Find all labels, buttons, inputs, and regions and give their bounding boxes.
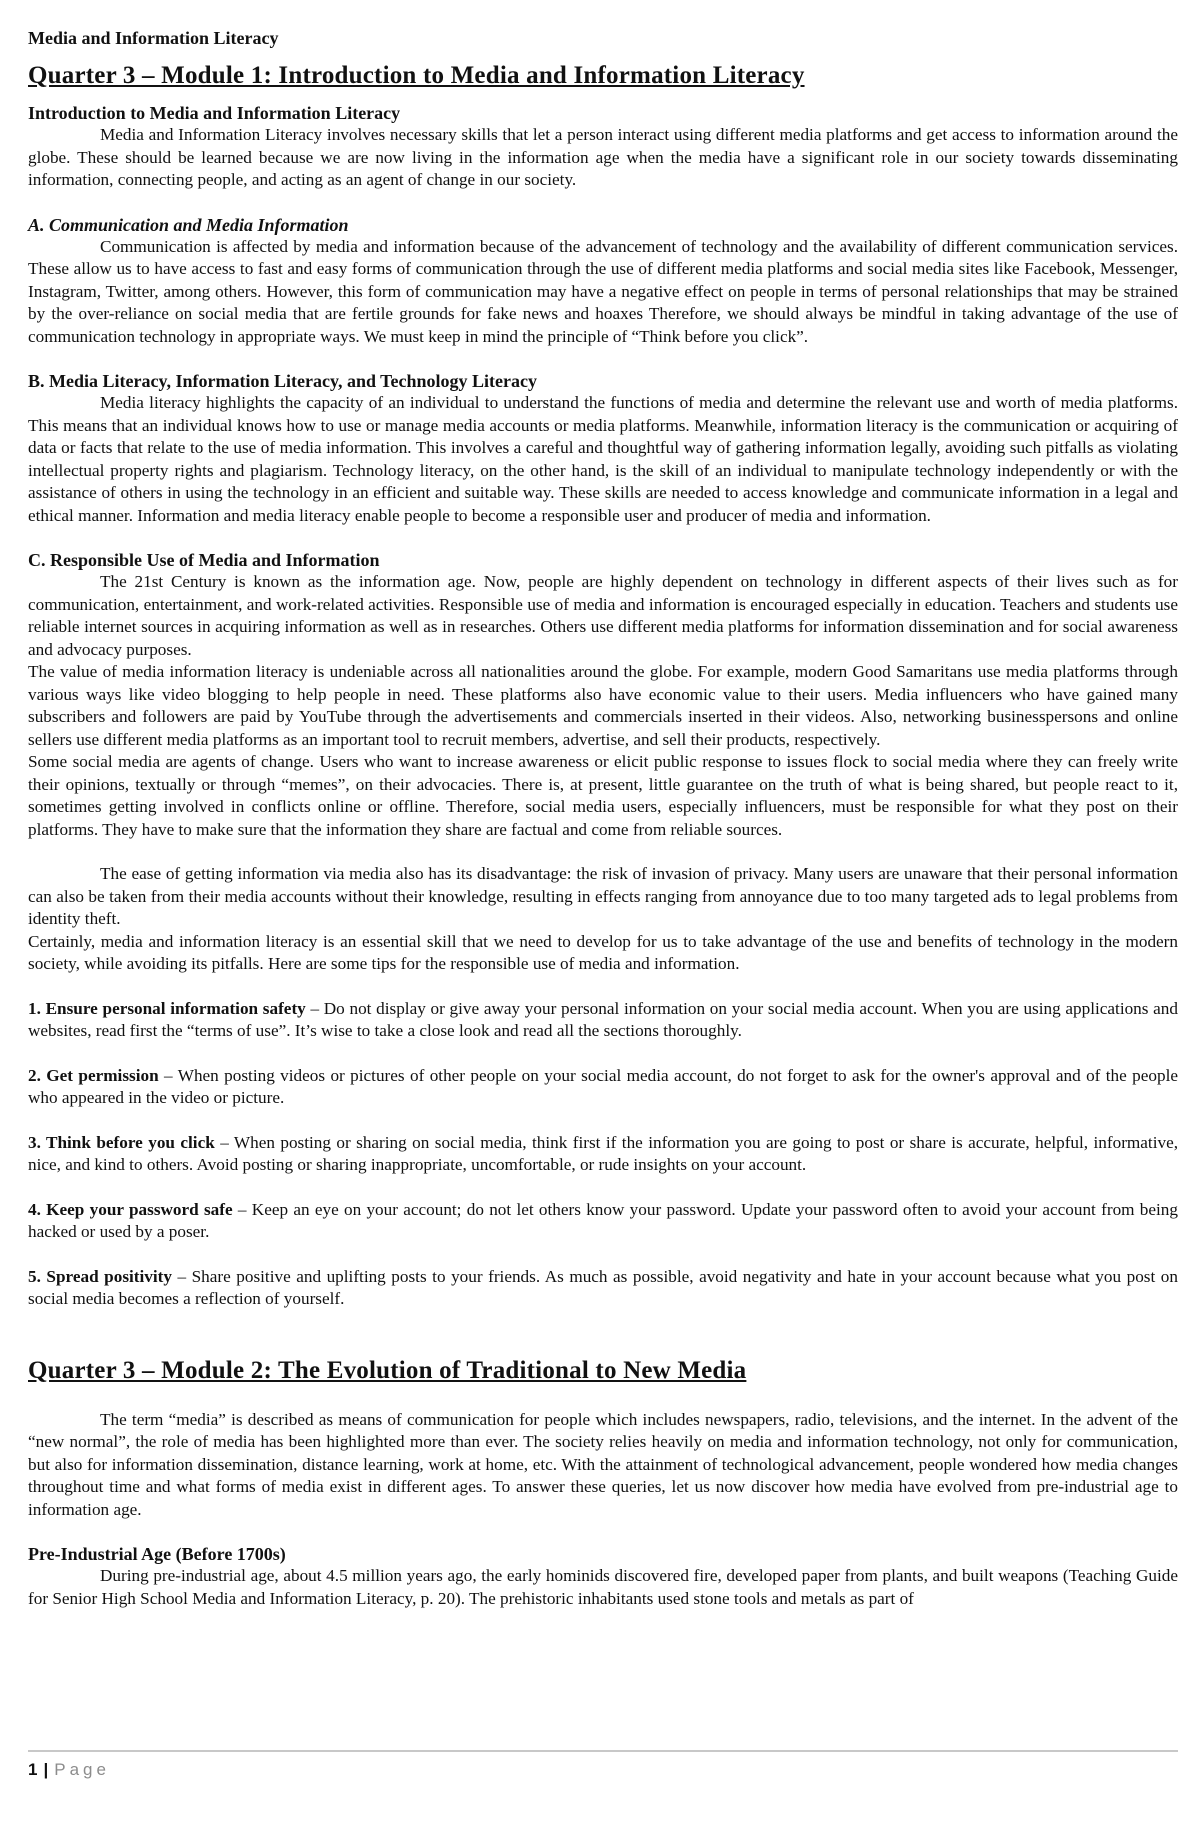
section-c-paragraph-2: The value of media information literacy is undeniable across all nationalities around the globe. For example, modern Good Samaritans use media platforms through various ways like video blogging to help people in need. These platforms also have economic value to their users. Media influencers who have gained many subscribers and followers are paid by YouTube through the advertisements and commercials inserted in their videos. Also, networking businesspersons and online sellers use different media platforms as an important tool to recruit members, advertise, and sell their products, respectively. — [28, 662, 1178, 749]
pre-industrial-heading: Pre-Industrial Age (Before 1700s) — [28, 1544, 286, 1564]
module-2-title: Quarter 3 – Module 2: The Evolution of Traditional to New Media — [28, 1356, 747, 1384]
intro-heading: Introduction to Media and Information Literacy — [28, 103, 401, 123]
tip-1-label: 1. Ensure personal information safety — [28, 998, 306, 1018]
tip-4 — [28, 1199, 1178, 1244]
tip-5-label: 5. Spread positivity — [28, 1266, 172, 1286]
module-2-intro-paragraph: The term “media” is described as means of communication for people which includes newspapers, radio, televisions, and the internet. In the advent of the “new normal”, the role of media has been highlighted more than ever. The society relies heavily on media and information technology, not only for communication, but also for information dissemination, distance learning, work at home, etc. With the attainment of technological advancement, people wondered how media changes throughout time and what forms of media exist in different ages. To answer these queries, let us now discover how media have evolved from pre-industrial age to information age. — [28, 1409, 1178, 1519]
section-c-paragraph-5: Certainly, media and information literacy is an essential skill that we need to develop for us to take advantage of the use and benefits of technology in the modern society, while avoiding its pitfalls. Here are some tips for the responsible use of media and information. — [28, 931, 1178, 973]
footer-divider — [28, 1750, 1178, 1752]
intro-paragraph: Media and Information Literacy involves necessary skills that let a person interact using different media platforms and get access to information around the globe. These should be learned because we are now living in the information age when the media have a significant role in our society towards disseminating information, connecting people, and acting as an agent of change in our society. — [28, 125, 1178, 189]
section-a-heading: A. Communication and Media Information — [28, 214, 349, 235]
section-c-paragraph-1: The 21st Century is known as the information age. Now, people are highly dependent on technology in different aspects of their lives such as for communication, entertainment, and work-related activities. Responsible use of media and information is encouraged especially in education. Teachers and students use reliable internet sources in acquiring information as well as in researches. Others use different media platforms for information dissemination and for social awareness and advocacy purposes. — [28, 572, 1178, 659]
section-a-paragraph: Communication is affected by media and information because of the advancement of technology and the availability of different communication services. These allow us to have access to fast and easy forms of communication through the use of different media platforms and social media sites like Facebook, Messenger, Instagram, Twitter, among others. However, this form of communication may have a negative effect on people in terms of personal relationships that may be strained by the over-reliance on social media that are fertile grounds for fake news and hoaxes Therefore, we should always be mindful in taking advantage of the use of communication technology in appropriate ways. We must keep in mind the principle of “Think before you click”. — [28, 236, 1178, 346]
section-b-paragraph: Media literacy highlights the capacity of an individual to understand the functions of media and determine the relevant use and worth of media platforms. This means that an individual knows how to use or manage media accounts or media platforms. Meanwhile, information literacy is the communication or acquiring of data or facts that relate to the use of media information. This involves a careful and thoughtful way of gathering information legally, avoiding such pitfalls as violating intellectual property rights and plagiarism. Technology literacy, on the other hand, is the skill of an individual to manipulate technology independently or with the assistance of others in using the technology in an efficient and suitable way. These skills are needed to access knowledge and communicate information in a legal and ethical manner. Information and media literacy enable people to become a responsible user and producer of media and information. — [28, 393, 1178, 525]
tip-3-text: – When posting or sharing on social media, think first if the information you are going to post or share is accurate, helpful, informative, nice, and kind to others. Avoid posting or sharing inappropriate, uncomfortable, or rude insights on your account. — [28, 1132, 1178, 1174]
tip-2-label: 2. Get permission — [28, 1065, 159, 1085]
tip-3 — [28, 1132, 1178, 1177]
section-c-heading: C. Responsible Use of Media and Information — [28, 550, 380, 570]
page-separator: | — [43, 1760, 49, 1779]
tip-5 — [28, 1266, 1178, 1311]
tip-4-text: – Keep an eye on your account; do not let others know your password. Update your password often to avoid your account from being hacked or used by a poser. — [28, 1199, 1178, 1241]
section-c-paragraph-3: Some social media are agents of change. Users who want to increase awareness or elicit public response to issues flock to social media where they can freely write their opinions, textually or through “memes”, on their advocacies. There is, at present, little guarantee on the truth of what is being shared, but people react to it, sometimes getting involved in conflicts online or offline. Therefore, social media users, especially influencers, must be responsible for what they post on their platforms. They have to make sure that the information they share are factual and come from reliable sources. — [28, 752, 1178, 839]
tip-2 — [28, 1065, 1178, 1110]
tip-3-label: 3. Think before you click — [28, 1132, 215, 1152]
tip-2-text: – When posting videos or pictures of other people on your social media account, do not forget to ask for the owner's approval and of the people who appeared in the video or picture. — [28, 1065, 1179, 1107]
page-footer — [28, 1750, 1178, 1780]
section-c-paragraph-4: The ease of getting information via media also has its disadvantage: the risk of invasion of privacy. Many users are unaware that their personal information can also be taken from their media accounts without their knowledge, resulting in effects ranging from annoyance due to too many targeted ads to legal problems from identity theft. — [28, 864, 1178, 928]
page-content — [28, 26, 1178, 1610]
page-number-label — [28, 1760, 1178, 1780]
pre-industrial-paragraph: During pre-industrial age, about 4.5 million years ago, the early hominids discovered fire, developed paper from plants, and built weapons (Teaching Guide for Senior High School Media and Information Literacy, p. 20). The prehistoric inhabitants used stone tools and metals as part of — [28, 1566, 1178, 1608]
running-header: Media and Information Literacy — [28, 28, 279, 48]
tip-5-text: – Share positive and uplifting posts to your friends. As much as possible, avoid negativity and hate in your account because what you post on social media becomes a reflection of yourself. — [28, 1266, 1178, 1308]
tip-4-label: 4. Keep your password safe — [28, 1199, 233, 1219]
module-1-title: Quarter 3 – Module 1: Introduction to Media and Information Literacy — [28, 62, 805, 89]
page-word: Page — [54, 1760, 110, 1779]
tip-1-text: – Do not display or give away your personal information on your social media account. When you are using applications and websites, read first the “terms of use”. It’s wise to take a close look and read all the sections thoroughly. — [28, 998, 1178, 1040]
page-number: 1 — [28, 1760, 38, 1779]
tip-1 — [28, 998, 1178, 1043]
section-b-heading: B. Media Literacy, Information Literacy, and Technology Literacy — [28, 371, 537, 391]
